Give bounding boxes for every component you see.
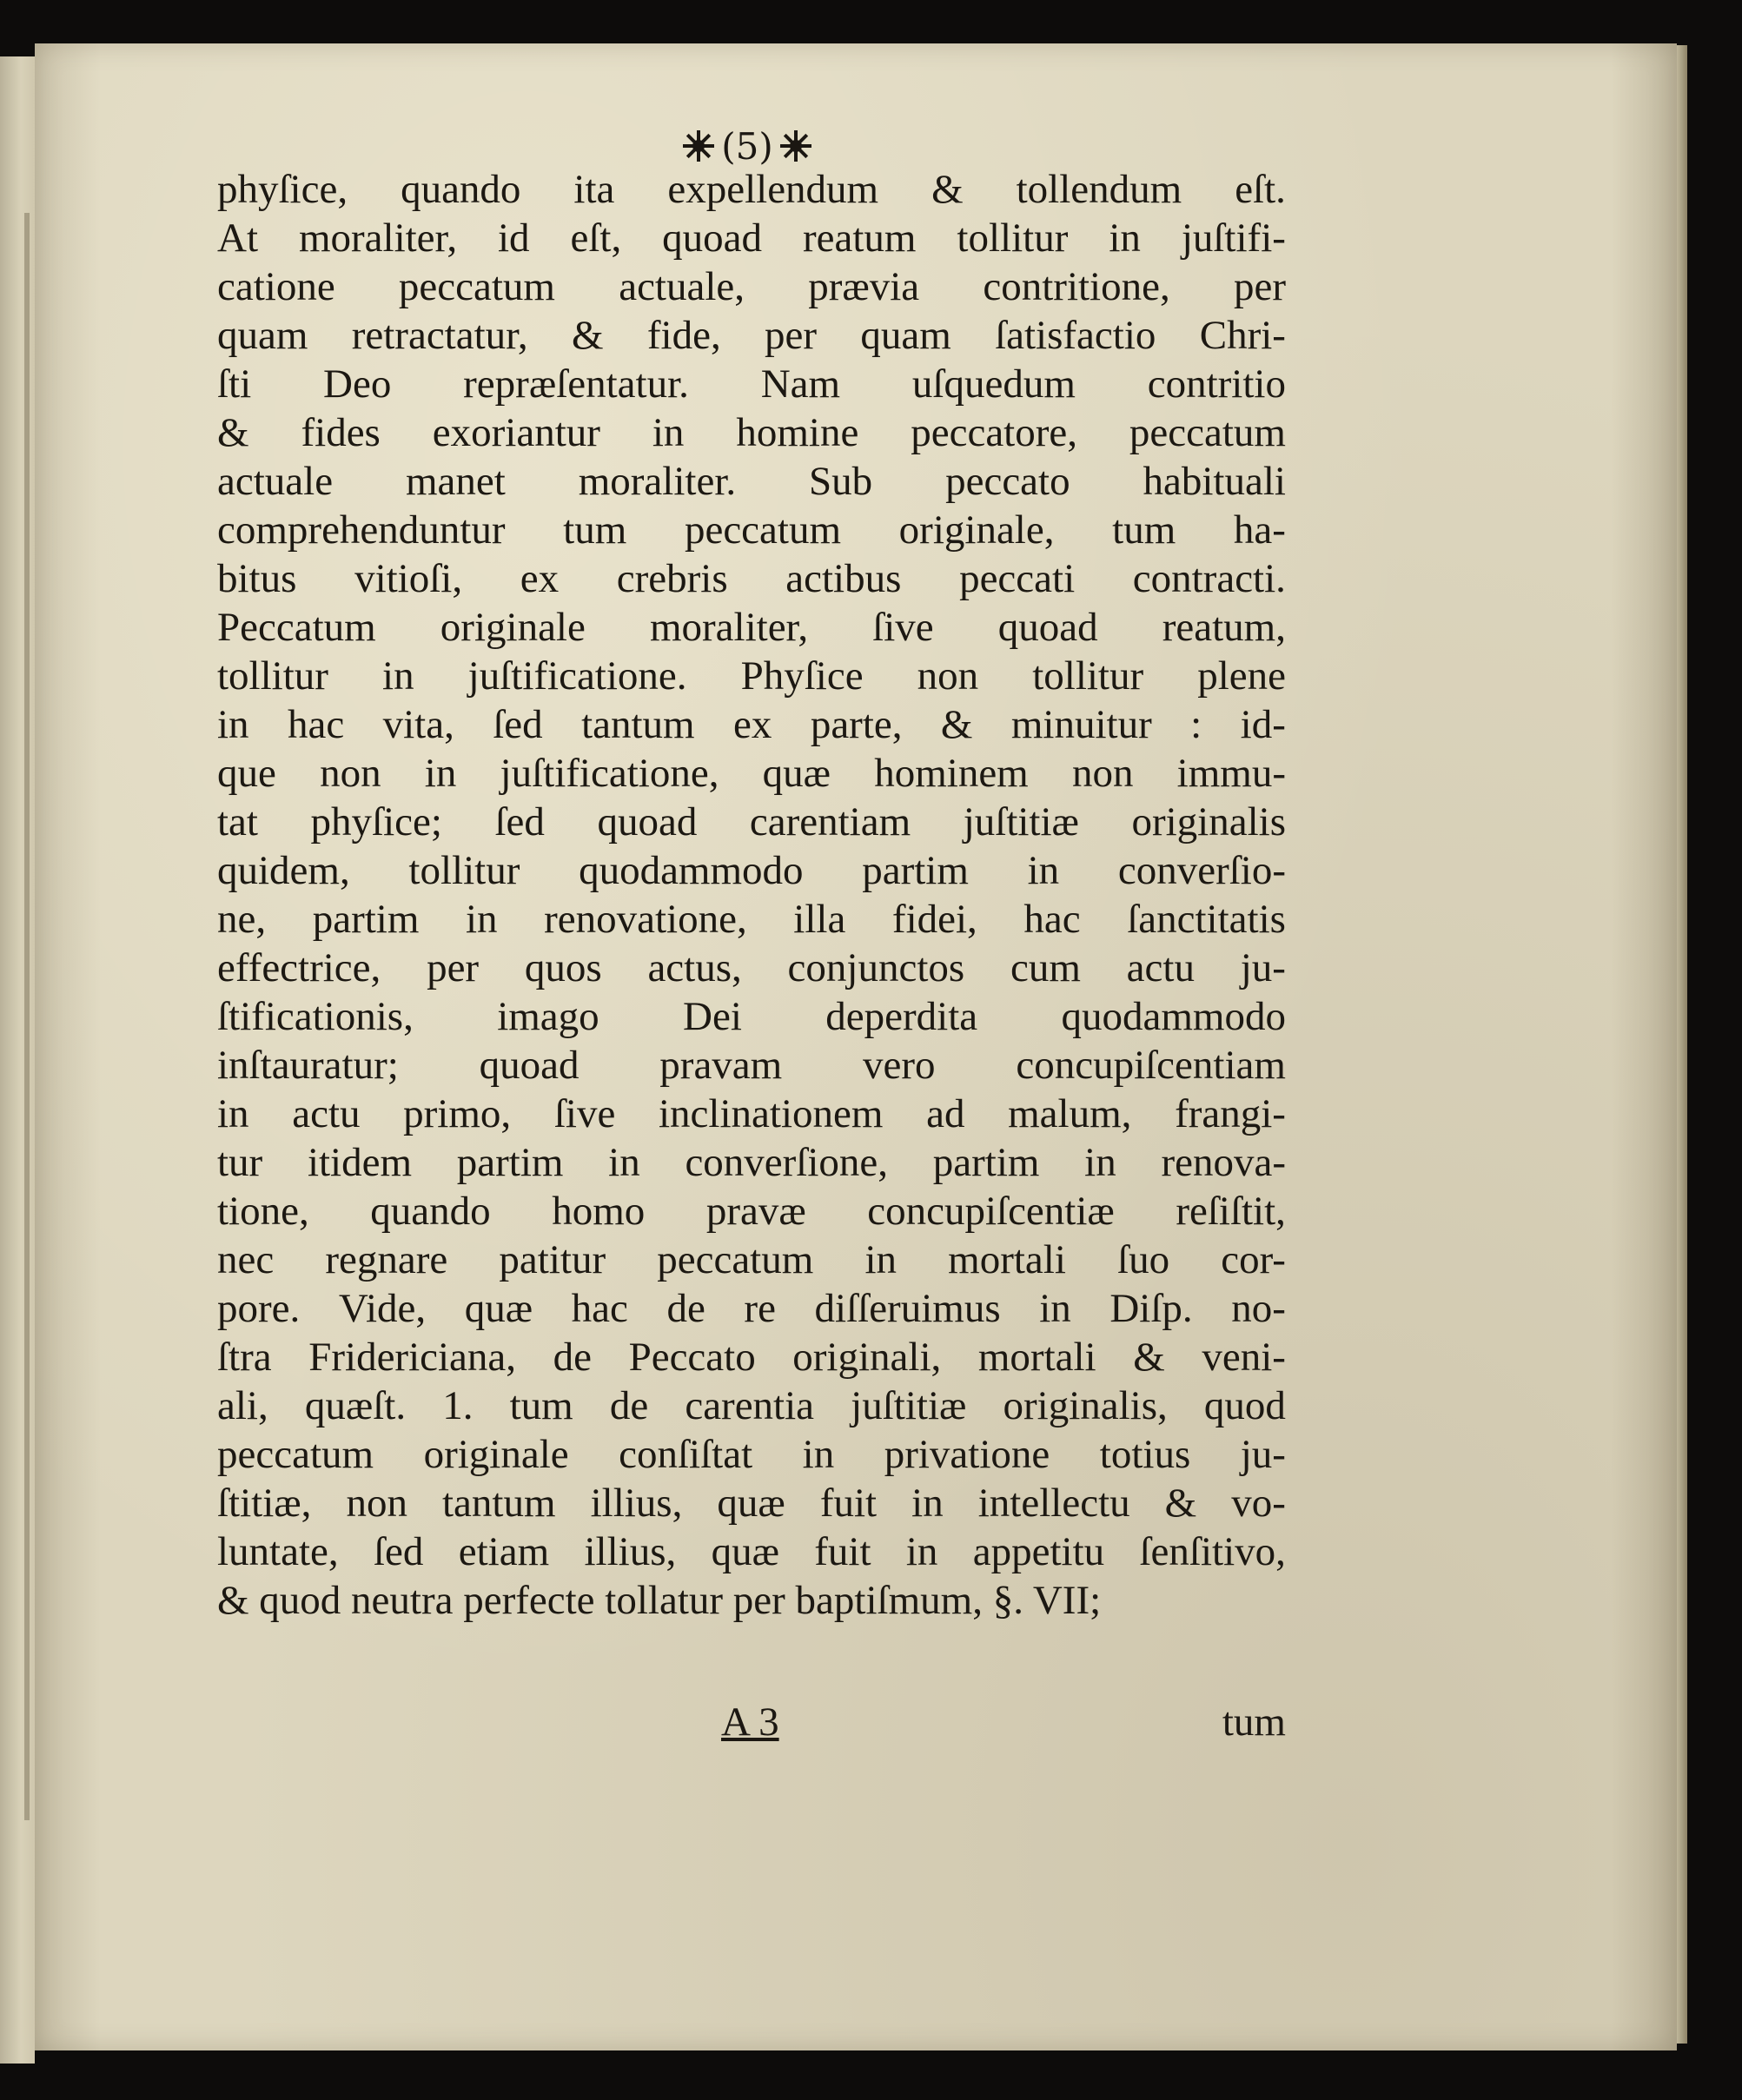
text-line: ſti Deo repræſentatur. Nam uſquedum contritio (217, 361, 1286, 407)
text-line: luntate, ſed etiam illius, quæ fuit in appetitu ſenſitivo, (217, 1529, 1286, 1574)
binding-shadow (24, 213, 30, 1820)
catchword: tum (1222, 1699, 1286, 1745)
text-line: ſtitiæ, non tantum illius, quæ fuit in intellectu & vo- (217, 1481, 1286, 1526)
page-footer (217, 1699, 1286, 1751)
text-line: bitus vitioſi, ex crebris actibus peccati contracti. (217, 556, 1286, 601)
text-line: ne, partim in renovatione, illa fidei, hac ſanctitatis (217, 897, 1286, 942)
text-line: Peccatum originale moraliter, ſive quoad reatum, (217, 605, 1286, 650)
text-line: & fides exoriantur in homine peccatore, peccatum (217, 410, 1286, 455)
text-line: nec regnare patitur peccatum in mortali ſuo cor- (217, 1237, 1286, 1282)
text-line: in hac vita, ſed tantum ex parte, & minuitur : id- (217, 702, 1286, 747)
text-line: actuale manet moraliter. Sub peccato habituali (217, 459, 1286, 504)
text-line: quidem, tollitur quodammodo partim in converſio- (217, 848, 1286, 893)
text-line: ſtificationis, imago Dei deperdita quodammodo (217, 994, 1286, 1039)
text-line: At moraliter, id eſt, quoad reatum tollitur in juſtifi- (217, 215, 1286, 261)
text-line: ſtra Fridericiana, de Peccato originali, mortali & veni- (217, 1335, 1286, 1380)
body-text (217, 165, 1286, 1625)
text-line: ali, quæſt. 1. tum de carentia juſtitiæ originalis, quod (217, 1383, 1286, 1428)
text-line: tur itidem partim in converſione, partim in renova- (217, 1140, 1286, 1185)
text-line: tollitur in juſtificatione. Phyſice non tollitur plene (217, 653, 1286, 699)
text-line: que non in juſtificatione, quæ hominem non immu- (217, 751, 1286, 796)
text-line: inſtauratur; quoad pravam vero concupiſcentiam (217, 1043, 1286, 1088)
fleuron-right-icon (778, 129, 813, 163)
text-line: phyſice, quando ita expellendum & tollendum eſt. (217, 167, 1286, 212)
text-line: catione peccatum actuale, prævia contritione, per (217, 264, 1286, 309)
text-line: comprehenduntur tum peccatum originale, tum ha- (217, 507, 1286, 553)
facing-page-edge (0, 56, 35, 2064)
text-line: peccatum originale conſiſtat in privatione totius ju- (217, 1432, 1286, 1477)
text-line: & quod neutra perfecte tollatur per baptiſmum, §. VII; (217, 1578, 1102, 1623)
text-line: quam retractatur, & fide, per quam ſatisfactio Chri- (217, 313, 1286, 358)
page-fore-edge (1677, 45, 1687, 2044)
text-line: effectrice, per quos actus, conjunctos cum actu ju- (217, 945, 1286, 990)
page-number: (5) (721, 124, 773, 168)
text-line: pore. Vide, quæ hac de re diſſeruimus in Diſp. no- (217, 1286, 1286, 1331)
page-header (656, 120, 838, 172)
signature-mark: A 3 (721, 1699, 779, 1745)
text-line: tione, quando homo pravæ concupiſcentiæ reſiſtit, (217, 1189, 1286, 1234)
text-line: in actu primo, ſive inclinationem ad malum, frangi- (217, 1091, 1286, 1136)
text-line: tat phyſice; ſed quoad carentiam juſtitiæ originalis (217, 799, 1286, 845)
fleuron-left-icon (681, 129, 716, 163)
